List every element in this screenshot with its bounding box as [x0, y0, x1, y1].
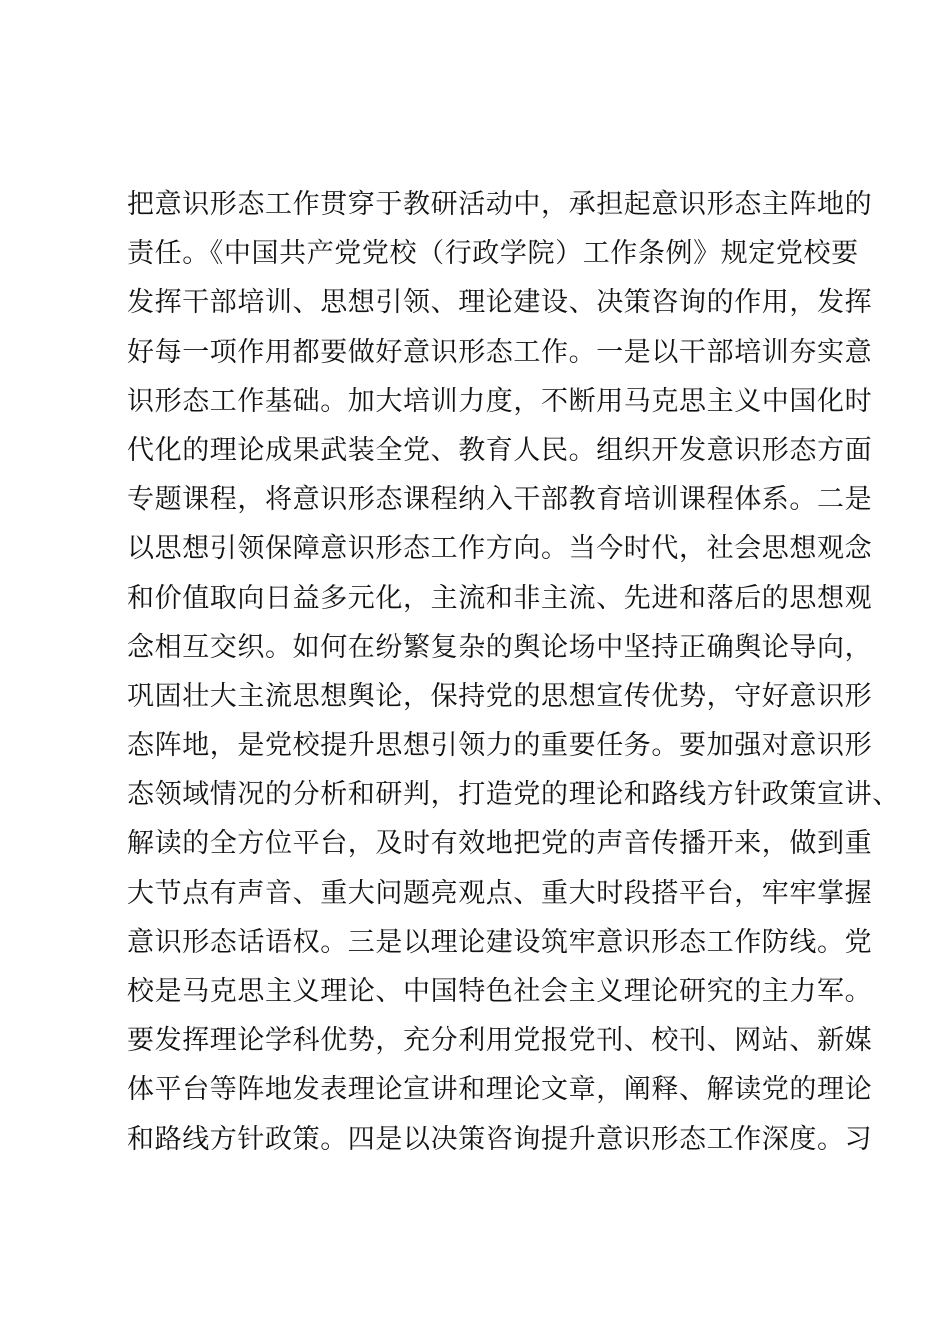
text-line: 以思想引领保障意识形态工作方向。当今时代，社会思想观念 — [127, 533, 873, 565]
text-line: 好每一项作用都要做好意识形态工作。一是以干部培训夯实意 — [127, 336, 873, 368]
text-line: 发挥干部培训、思想引领、理论建设、决策咨询的作用，发挥 — [127, 287, 873, 319]
text-line: 大节点有声音、重大问题亮观点、重大时段搭平台，牢牢掌握 — [127, 877, 873, 909]
text-line: 巩固壮大主流思想舆论，保持党的思想宣传优势，守好意识形 — [127, 680, 873, 712]
text-line: 责任。《中国共产党党校（行政学院）工作条例》规定党校要 — [127, 238, 859, 270]
text-line: 识形态工作基础。加大培训力度，不断用马克思主义中国化时 — [127, 385, 873, 417]
text-line: 和价值取向日益多元化，主流和非主流、先进和落后的思想观 — [127, 582, 873, 614]
text-line: 意识形态话语权。三是以理论建设筑牢意识形态工作防线。党 — [127, 926, 873, 958]
text-line: 要发挥理论学科优势，充分利用党报党刊、校刊、网站、新媒 — [127, 1025, 873, 1057]
body-paragraph — [127, 180, 900, 1164]
text-line: 念相互交织。如何在纷繁复杂的舆论场中坚持正确舆论导向， — [127, 631, 873, 663]
text-line: 态阵地，是党校提升思想引领力的重要任务。要加强对意识形 — [127, 730, 873, 762]
text-line: 和路线方针政策。四是以决策咨询提升意识形态工作深度。习 — [127, 1123, 873, 1155]
text-line: 校是马克思主义理论、中国特色社会主义理论研究的主力军。 — [127, 976, 873, 1007]
text-line: 解读的全方位平台，及时有效地把党的声音传播开来，做到重 — [127, 828, 873, 860]
text-line: 把意识形态工作贯穿于教研活动中，承担起意识形态主阵地的 — [127, 189, 873, 220]
text-line: 代化的理论成果武装全党、教育人民。组织开发意识形态方面 — [127, 434, 873, 466]
text-line: 态领域情况的分析和研判，打造党的理论和路线方针政策宣讲、 — [127, 779, 900, 811]
text-line: 体平台等阵地发表理论宣讲和理论文章，阐释、解读党的理论 — [127, 1074, 873, 1106]
text-line: 专题课程，将意识形态课程纳入干部教育培训课程体系。二是 — [127, 484, 873, 516]
